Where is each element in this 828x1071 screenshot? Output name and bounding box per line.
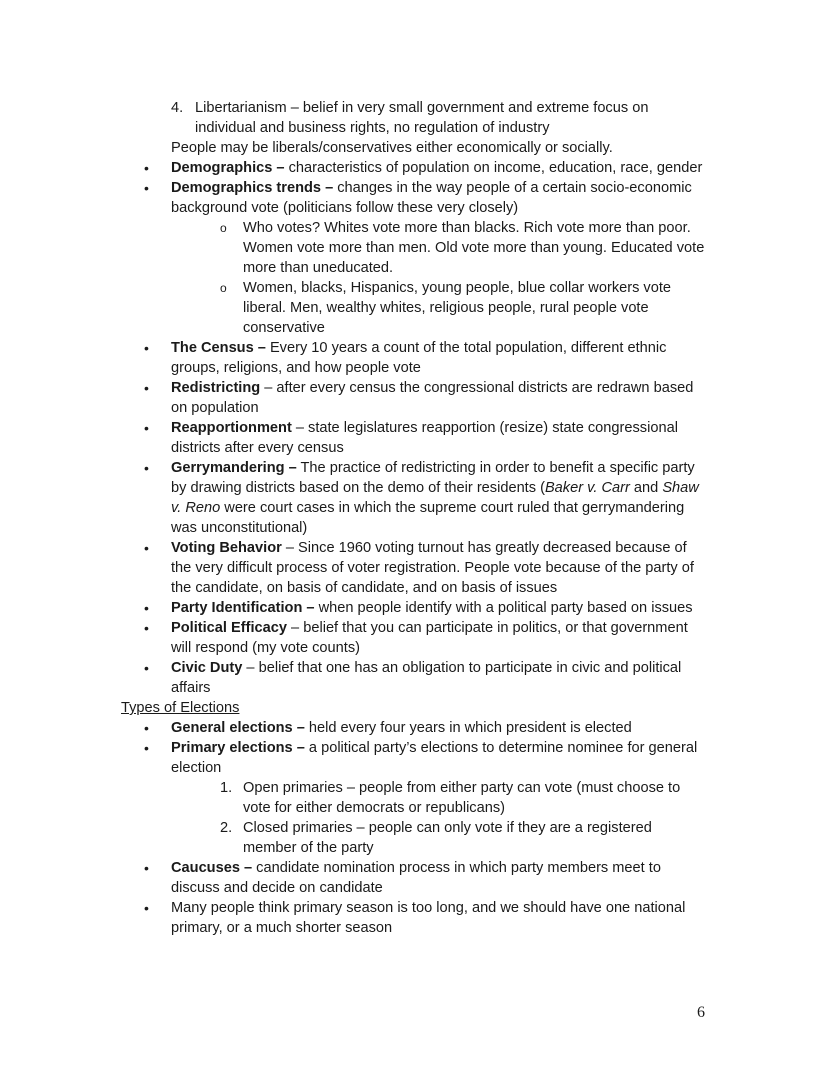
bullet-gerrymandering (0, 458, 828, 538)
term: Voting Behavior (171, 540, 282, 556)
notes-body (0, 98, 828, 938)
definition: changes in the way people of a certain socio-economic background vote (politicians follow these very closely) (171, 180, 692, 216)
definition: – belief that one has an obligation to participate in civic and political affairs (171, 660, 682, 696)
item-number: 1. (220, 780, 233, 796)
term: Redistricting (171, 380, 261, 396)
paragraph-people-may-be (0, 138, 828, 158)
definition: a political party’s elections to determine nominee for general election (171, 740, 698, 776)
term: Civic Duty (171, 660, 243, 676)
definition: – state legislatures reapportion (resize) state congressional districts after every census (171, 420, 678, 456)
item-text: Closed primaries – people can only vote if they are a registered member of the party (243, 820, 652, 856)
sub-bullet-liberal-conservative (0, 278, 828, 338)
section-heading (0, 698, 828, 718)
item-number: 4. (171, 100, 184, 116)
bullet-icon: • (144, 460, 149, 476)
sub-bullet-who-votes (0, 218, 828, 278)
page-number: 6 (697, 1004, 705, 1021)
item-text: Open primaries – people from either party can vote (must choose to vote for either democrats or republicans) (243, 780, 681, 816)
bullet-icon: • (144, 740, 149, 756)
definition-part: The practice of redistricting in order to benefit a specific party by drawing districts based on the demo of their residents ( (171, 460, 695, 496)
bullet-icon: • (144, 620, 149, 636)
bullet-voting-behavior (0, 538, 828, 598)
bullet-icon: • (144, 660, 149, 676)
bullet-icon: • (144, 860, 149, 876)
bullet-icon: • (144, 160, 149, 176)
definition: when people identify with a political party based on issues (314, 600, 693, 616)
term: The Census – (171, 340, 266, 356)
item-number: 2. (220, 820, 233, 836)
circle-bullet-icon: o (220, 281, 227, 295)
definition: characteristics of population on income, education, race, gender (284, 160, 703, 176)
bullet-demographics-trends (0, 178, 828, 218)
court-case: Shaw v. Reno (171, 480, 699, 516)
list-item-libertarianism (0, 98, 828, 138)
bullet-civic-duty (0, 658, 828, 698)
numbered-closed-primaries (0, 818, 828, 858)
item-text: Libertarianism – belief in very small government and extreme focus on individual and business rights, no regulation of industry (195, 100, 649, 136)
term: Reapportionment (171, 420, 292, 436)
bullet-primary-season (0, 898, 828, 938)
bullet-icon: • (144, 720, 149, 736)
term: Political Efficacy (171, 620, 287, 636)
term: Gerrymandering – (171, 460, 297, 476)
definition: – after every census the congressional districts are redrawn based on population (171, 380, 694, 416)
definition: – belief that you can participate in politics, or that government will respond (my vote counts) (171, 620, 688, 656)
numbered-open-primaries (0, 778, 828, 818)
sub-item-text: Who votes? Whites vote more than blacks. Rich vote more than poor. Women vote more than men. Old vote more than young. Educated vote more than uneducated. (243, 220, 705, 276)
definition-part: and (629, 480, 663, 496)
term: General elections – (171, 720, 305, 736)
definition: Every 10 years a count of the total population, different ethnic groups, religions, and how people vote (171, 340, 667, 376)
bullet-census (0, 338, 828, 378)
bullet-reapportionment (0, 418, 828, 458)
bullet-party-identification (0, 598, 828, 618)
bullet-icon: • (144, 420, 149, 436)
bullet-primary-elections (0, 738, 828, 778)
paragraph-text: People may be liberals/conservatives either economically or socially. (171, 140, 613, 156)
bullet-icon: • (144, 340, 149, 356)
term: Demographics – (171, 160, 285, 176)
circle-bullet-icon: o (220, 221, 227, 235)
definition: candidate nomination process in which party members meet to discuss and decide on candidate (171, 860, 661, 896)
bullet-caucuses (0, 858, 828, 898)
term: Primary elections – (171, 740, 305, 756)
bullet-icon: • (144, 540, 149, 556)
bullet-text: Many people think primary season is too long, and we should have one national primary, or a much shorter season (171, 900, 686, 936)
bullet-icon: • (144, 380, 149, 396)
bullet-icon: • (144, 900, 149, 916)
court-case: Baker v. Carr (544, 480, 630, 496)
definition: held every four years in which president is elected (304, 720, 632, 736)
bullet-icon: • (144, 180, 149, 196)
definition: – Since 1960 voting turnout has greatly decreased because of the very difficult process of voter registration. People vote because of the party of the candidate, on basis of candidate, and on basis of issues (171, 540, 694, 596)
term: Caucuses – (171, 860, 253, 876)
sub-item-text: Women, blacks, Hispanics, young people, blue collar workers vote liberal. Men, wealthy whites, religious people, rural people vote conservative (243, 280, 672, 336)
definition-part: were court cases in which the supreme court ruled that gerrymandering was unconstitutional) (171, 500, 685, 536)
bullet-redistricting (0, 378, 828, 418)
term: Demographics trends – (171, 180, 334, 196)
bullet-icon: • (144, 600, 149, 616)
term: Party Identification – (171, 600, 315, 616)
heading-text: Types of Elections (121, 700, 240, 716)
bullet-political-efficacy (0, 618, 828, 658)
bullet-demographics (0, 158, 828, 178)
bullet-general-elections (0, 718, 828, 738)
